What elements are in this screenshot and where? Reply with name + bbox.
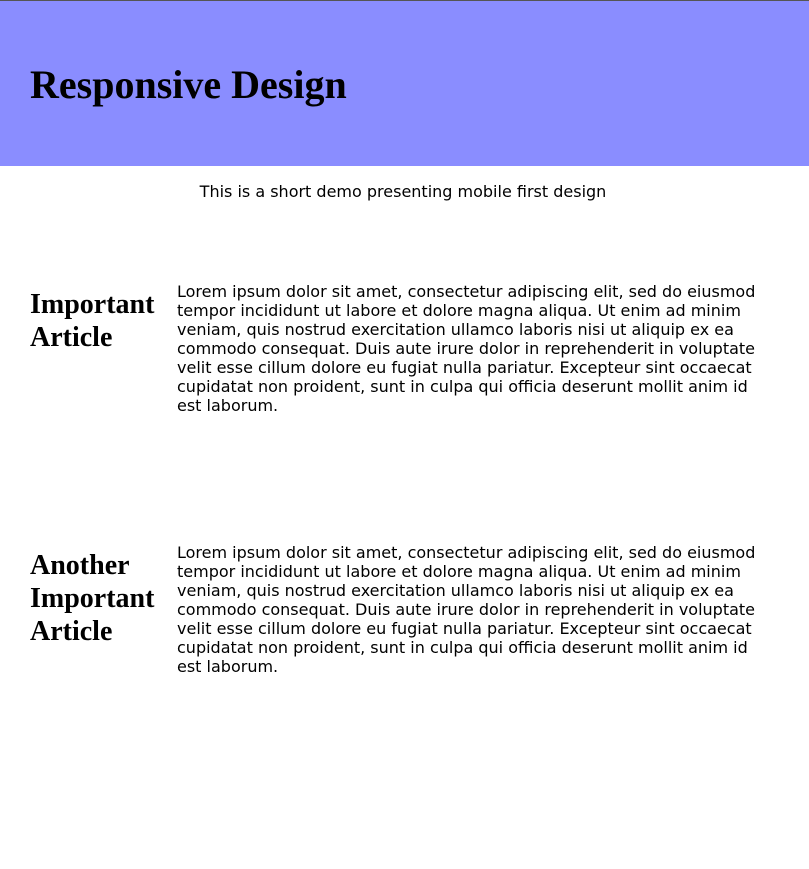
article-title: Important Article [30, 289, 155, 353]
article-body: Lorem ipsum dolor sit amet, consectetur adipiscing elit, sed do eiusmod tempor incididunt ut labore et dolore magna aliqua. Ut enim ad minim veniam, quis nostrud exercitation ullamco laboris nisi ut aliquip ex ea commodo consequat. Duis aute irure dolor in reprehenderit in voluptate velit esse cillum dolore eu fugiat nulla pariatur. Excepteur sint occaecat cupidatat non proident, sunt in culpa qui officia deserunt mollit anim id est laborum. [177, 543, 756, 676]
intro-text: This is a short demo presenting mobile first design [199, 182, 607, 201]
article-title: Another Important Article [30, 550, 155, 647]
page-header [0, 1, 809, 166]
article-body: Lorem ipsum dolor sit amet, consectetur adipiscing elit, sed do eiusmod tempor incididunt ut labore et dolore magna aliqua. Ut enim ad minim veniam, quis nostrud exercitation ullamco laboris nisi ut aliquip ex ea commodo consequat. Duis aute irure dolor in reprehenderit in voluptate velit esse cillum dolore eu fugiat nulla pariatur. Excepteur sint occaecat cupidatat non proident, sunt in culpa qui officia deserunt mollit anim id est laborum. [177, 282, 756, 415]
page-title: Responsive Design [30, 62, 347, 107]
